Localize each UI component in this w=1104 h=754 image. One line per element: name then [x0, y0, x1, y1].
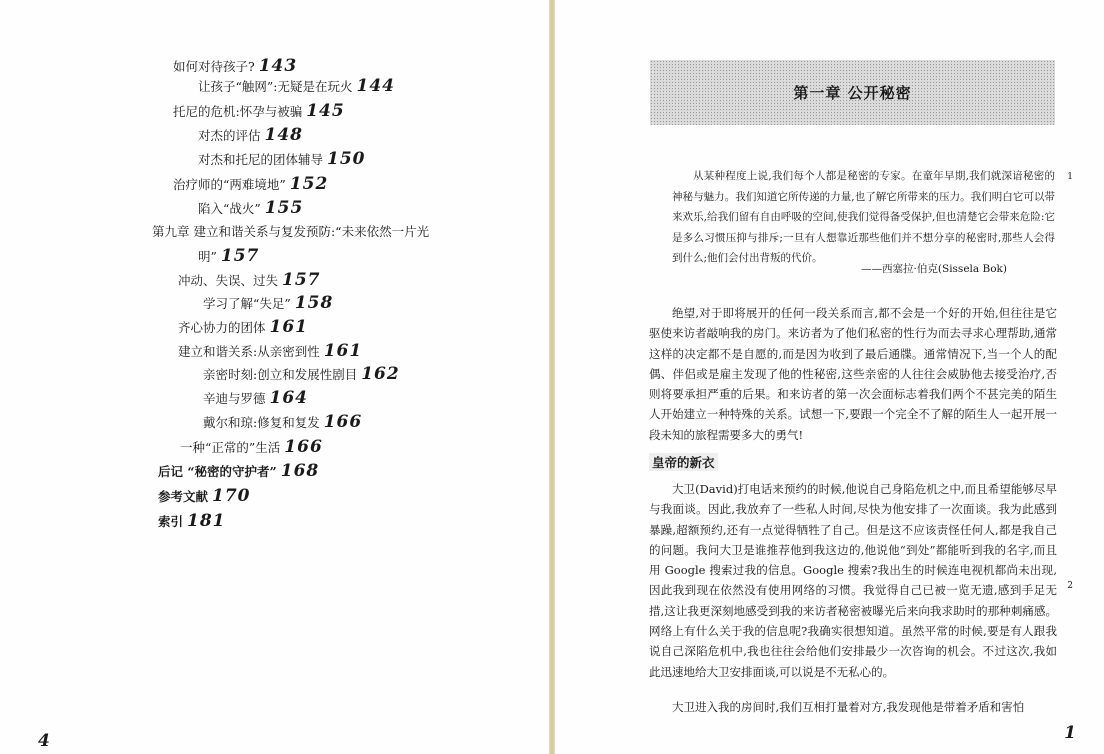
toc-page-number: 145 [306, 101, 345, 121]
toc-page-number: 152 [289, 174, 329, 194]
toc-page-number: 157 [220, 246, 260, 266]
toc-page-number: 181 [187, 511, 226, 531]
toc-page-number: 143 [258, 56, 298, 76]
toc-page-number: 164 [269, 388, 309, 408]
toc-page-number: 158 [294, 293, 334, 313]
chapter-banner [650, 60, 1055, 125]
toc-section-heading: 参考文献 170 [158, 486, 251, 506]
right-page-number: 1 [1064, 723, 1076, 743]
toc-page-number: 170 [212, 486, 251, 506]
toc-entry: 冲动、失误、过失 157 [178, 270, 321, 290]
body-paragraph: 大卫进入我的房间时,我们互相打量着对方,我发现他是带着矛盾和害怕 [672, 700, 1025, 714]
epigraph: 从某种程度上说,我们每个人都是秘密的专家。在童年早期,我们就深谙秘密的神秘与魅力。我们知道它所传递的力量,也了解它所带来的压力。我们明白它可以带来欢乐,给我们留有自由呼吸的空间,使我们觉得备受保护,但也清楚它会带来危险:它是多么习惯压抑与排斥;一旦有人想靠近那些他们并不想分享的秘密时,那些人会得到什么;他们会付出背叛的代价。 [672, 170, 1055, 264]
toc-entry: 齐心协力的团体 161 [178, 317, 309, 337]
toc-entry: 对杰和托尼的团体辅导 150 [198, 149, 366, 169]
toc-entry: 学习了解“失足” 158 [203, 293, 334, 313]
toc-entry: 辛迪与罗德 164 [203, 388, 309, 408]
toc-entry: 陷入“战火” 155 [198, 198, 304, 218]
toc-entry: 建立和谐关系:从亲密到性 161 [178, 341, 363, 361]
section-heading: 皇帝的新衣 [649, 453, 718, 471]
left-page-number: 4 [38, 731, 50, 751]
chapter-title: 第一章 公开秘密 [793, 84, 912, 102]
margin-line-number: 1 [1067, 172, 1073, 182]
toc-page-number: 150 [327, 149, 366, 169]
toc-page-number: 166 [284, 437, 323, 457]
toc-entry: 戴尔和琼:修复和复发 166 [203, 412, 363, 432]
body-paragraph: 绝望,对于即将展开的任何一段关系而言,都不会是一个好的开始,但往往是它驱使来访者敲响我的房门。来访者为了他们私密的性行为而去寻求心理帮助,通常这样的决定都不是自愿的,而是因为收到了最后通牒。通常情况下,当一个人的配偶、伴侣或是雇主发现了他的性秘密,这些亲密的人往往会威胁他去接受治疗,否则将要承担严重的后果。和来访者的第一次会面标志着我们两个不甚完美的陌生人开始建立一种特殊的关系。试想一下,要跟一个完全不了解的陌生人一起开展一段未知的旅程需要多大的勇气! [649, 306, 1057, 442]
toc-page-number: 168 [280, 461, 320, 481]
margin-line-number: 2 [1067, 581, 1073, 591]
toc-entry: 治疗师的“两难境地” 152 [173, 174, 329, 194]
toc-entry: 对杰的评估 148 [198, 125, 304, 145]
toc-page-number: 155 [264, 198, 304, 218]
toc-page-number: 161 [269, 317, 309, 337]
toc-page-number: 162 [361, 364, 400, 384]
toc-page-number: 144 [356, 76, 395, 96]
toc-entry: 明” 157 [198, 246, 260, 266]
toc-section-heading: 后记 “秘密的守护者” 168 [158, 461, 320, 481]
toc-page-number: 161 [323, 341, 363, 361]
left-page [0, 0, 549, 754]
toc-entry: 让孩子“触网”:无疑是在玩火 144 [198, 76, 395, 96]
toc-entry: 托尼的危机:怀孕与被骗 145 [173, 101, 345, 121]
toc-page-number: 166 [323, 412, 363, 432]
epigraph-author: ——西塞拉·伯克(Sissela Bok) [861, 263, 1007, 275]
toc-entry: 一种“正常的”生活 166 [180, 437, 323, 457]
toc-entry: 亲密时刻:创立和发展性剧目 162 [203, 364, 400, 384]
toc-chapter-heading: 第九章 建立和谐关系与复发预防:“未来依然一片光 [152, 224, 430, 239]
right-page [555, 0, 1104, 754]
toc-entry: 如何对待孩子? 143 [173, 56, 298, 76]
toc-section-heading: 索引 181 [158, 511, 226, 531]
toc-page-number: 148 [264, 125, 304, 145]
body-paragraph: 大卫(David)打电话来预约的时候,他说自己身陷危机之中,而且希望能够尽早与我面谈。因此,我放弃了一些私人时间,尽快为他安排了一次面谈。我为此感到暴躁,超额预约,还有一点觉得牺牲了自己。但是这不应该责怪任何人,都是我自己的问题。我问大卫是谁推荐他到我这边的,他说他“到处”都能听到我的名字,而且用 Google 搜索过我的信息。Google 搜索?我出生的时候连电视机都尚未出现,因此我到现在依然没有使用网络的习惯。我觉得自己已被一览无遗,感到手足无措,这让我更深刻地感受到我的来访者秘密被曝光后来向我求助时的那种刺痛感。网络上有什么关于我的信息呢?我确实很想知道。虽然平常的时候,要是有人跟我说自己深陷危机中,我也往往会给他们安排最少一次咨询的机会。不过这次,我如此迅速地给大卫安排面谈,可以说是不无私心的。 [649, 482, 1057, 679]
toc-page-number: 157 [282, 270, 321, 290]
